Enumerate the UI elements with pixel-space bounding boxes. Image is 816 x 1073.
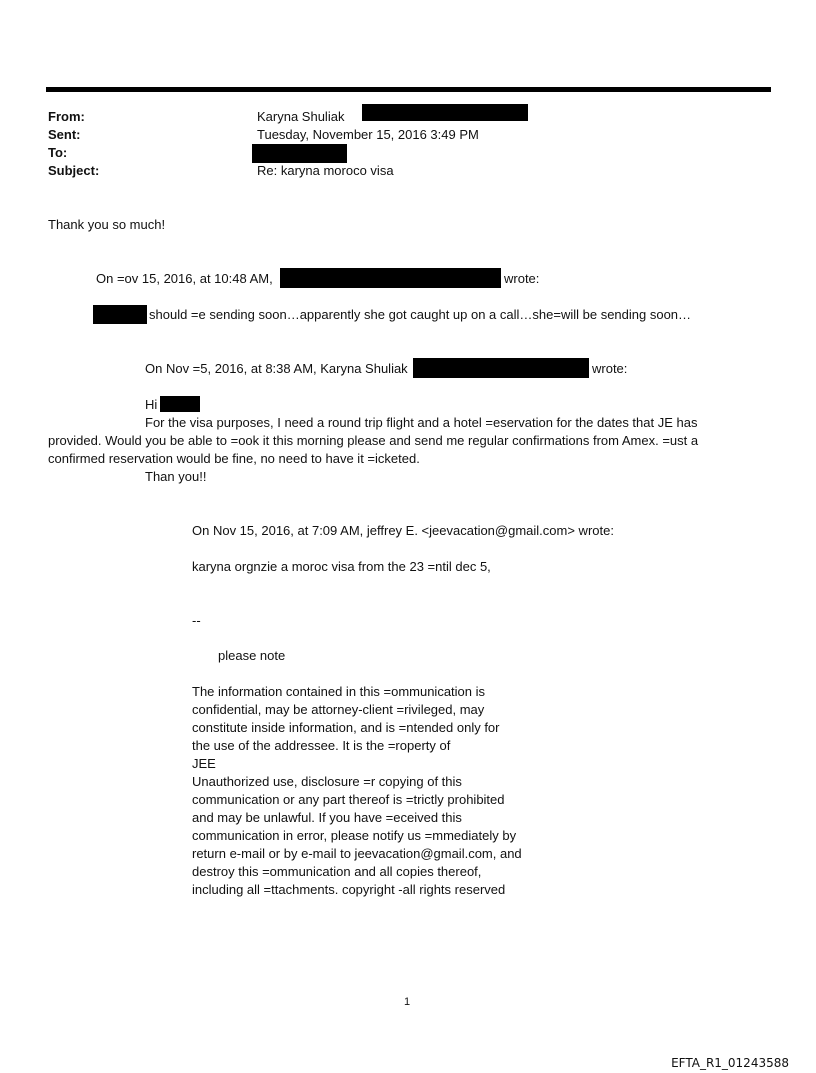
greeting: Thank you so much! <box>48 217 166 232</box>
page-number: 1 <box>404 996 411 1008</box>
from-label: From: <box>48 109 85 124</box>
quote2-intro: On Nov =5, 2016, at 8:38 AM, Karyna Shuliak <box>145 361 408 376</box>
quote2-thanks: Than you!! <box>145 469 207 484</box>
subject-value: Re: karyna moroco visa <box>257 163 394 178</box>
disclaimer-line: communication or any part thereof is =trictly prohibited <box>192 792 505 807</box>
quote3-intro: On Nov 15, 2016, at 7:09 AM, jeffrey E. <jeevacation@gmail.com> wrote: <box>192 523 614 538</box>
disclaimer-line: Unauthorized use, disclosure =r copying of this <box>192 774 462 789</box>
disclaimer-line: and may be unlawful. If you have =eceived this <box>192 810 462 825</box>
disclaimer-line: including all =ttachments. copyright -all rights reserved <box>192 882 506 897</box>
redaction-to <box>252 144 347 163</box>
quote1-intro: On =ov 15, 2016, at 10:48 AM, <box>96 271 273 286</box>
quote3-text: karyna orgnzie a moroc visa from the 23 =ntil dec 5, <box>192 559 491 574</box>
quote2-line1: For the visa purposes, I need a round trip flight and a hotel =eservation for the dates that JE has <box>145 415 698 430</box>
disclaimer-line: destroy this =ommunication and all copies thereof, <box>192 864 482 879</box>
redaction-quote1-name <box>93 305 147 324</box>
redaction-from-email <box>362 104 528 121</box>
quote2-line2: provided. Would you be able to =ook it this morning please and send me regular confirmations from Amex. =ust a <box>48 433 699 448</box>
disclaimer-block <box>192 683 522 899</box>
sent-label: Sent: <box>48 127 81 142</box>
disclaimer-line: the use of the addressee. It is the =roperty of <box>192 738 451 753</box>
from-value: Karyna Shuliak <box>257 109 345 124</box>
redaction-quote1-sender <box>280 268 501 288</box>
header-divider <box>46 87 771 92</box>
please-note: please note <box>218 648 286 663</box>
signature-dash: -- <box>192 613 201 628</box>
disclaimer-line: JEE <box>192 756 216 771</box>
disclaimer-line: return e-mail or by e-mail to jeevacation@gmail.com, and <box>192 846 522 861</box>
quote1-wrote: wrote: <box>504 271 540 286</box>
document-id: EFTA_R1_01243588 <box>671 1056 789 1070</box>
quote2-line3: confirmed reservation would be fine, no need to have it =icketed. <box>48 451 420 466</box>
quote2-wrote: wrote: <box>592 361 628 376</box>
sent-value: Tuesday, November 15, 2016 3:49 PM <box>257 127 479 142</box>
disclaimer-line: confidential, may be attorney-client =rivileged, may <box>192 702 485 717</box>
disclaimer-line: communication in error, please notify us =mmediately by <box>192 828 517 843</box>
subject-label: Subject: <box>48 163 100 178</box>
redaction-quote2-email <box>413 358 589 378</box>
disclaimer-line: The information contained in this =ommunication is <box>192 684 486 699</box>
to-label: To: <box>48 145 68 160</box>
quote2-hi: Hi <box>145 397 158 412</box>
disclaimer-line: constitute inside information, and is =ntended only for <box>192 720 500 735</box>
redaction-quote2-name <box>160 396 200 412</box>
quote1-text: should =e sending soon…apparently she got caught up on a call…she=will be sending soon… <box>149 307 692 322</box>
